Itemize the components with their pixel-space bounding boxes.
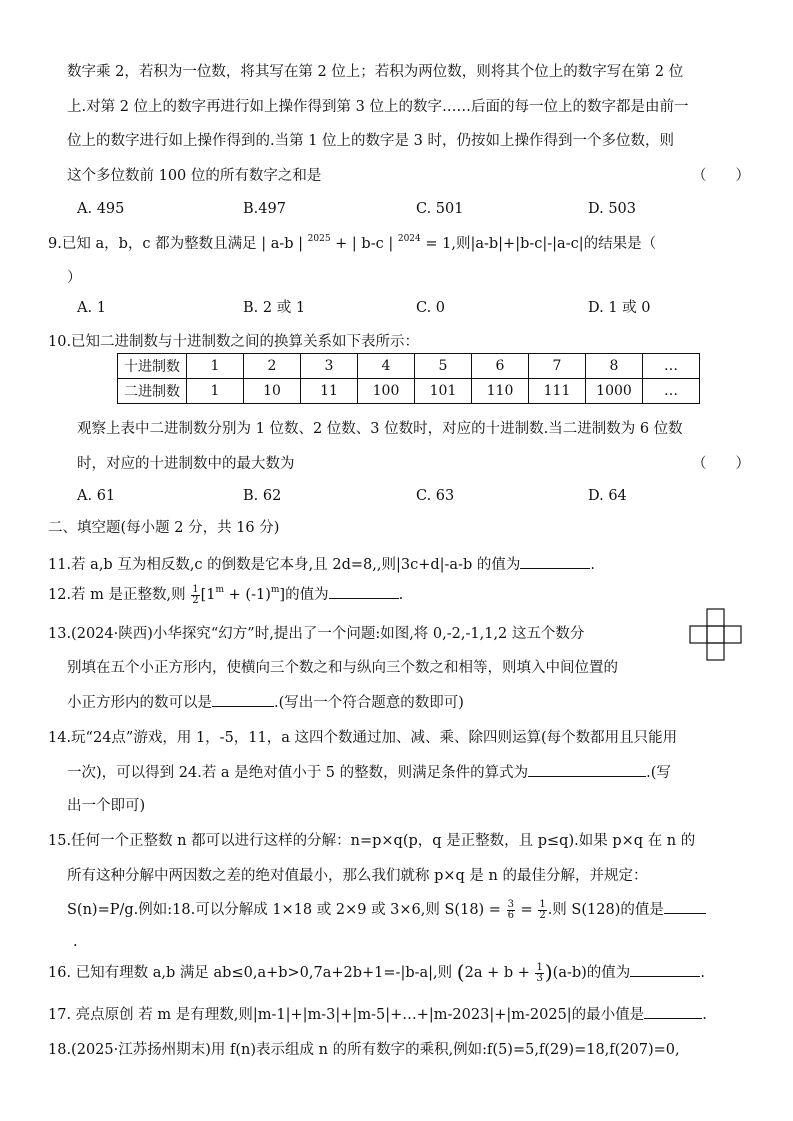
q16 xyxy=(48,962,705,984)
grid-square-top xyxy=(707,609,724,626)
grid-square-left xyxy=(690,626,707,643)
q15-answer-blank[interactable] xyxy=(664,899,706,914)
q15-line-1: 15.任何一个正整数 n 都可以进行这样的分解：n=p×q(p，q 是正整数，且 p≤q).如果 p×q 在 n 的 xyxy=(48,833,696,849)
q15-fraction-2-numerator: 1 xyxy=(539,898,546,910)
table-cell: 7 xyxy=(529,354,586,379)
table-cell: 10 xyxy=(244,379,301,404)
table-cell: 3 xyxy=(301,354,358,379)
table-cell: 1 xyxy=(187,354,244,379)
q17-end: . xyxy=(702,1007,707,1023)
q18-line-1: 18.(2025·江苏扬州期末)用 f(n)表示组成 n 的所有数字的乘积,例如:f(5)=5,f(29)=18,f(207)=0, xyxy=(48,1042,680,1058)
section-heading-fill-in: 二、填空题(每小题 2 分，共 16 分) xyxy=(48,520,280,536)
q11-answer-blank[interactable] xyxy=(520,554,590,569)
q12-exp-m-1: m xyxy=(215,585,225,595)
q11 xyxy=(48,554,595,575)
q14-line-3: 出一个即可) xyxy=(67,798,146,814)
table-cell: 5 xyxy=(415,354,472,379)
q12-answer-blank[interactable] xyxy=(329,584,399,599)
q13-line-1: 13.(2024·陕西)小华探究“幻方”时,提出了一个问题:如图,将 0,-2,-1,1,2 这五个数分 xyxy=(48,626,585,642)
q12-fraction xyxy=(191,585,199,606)
table-cell: 111 xyxy=(529,379,586,404)
q9-choice-d: D. 1 或 0 xyxy=(588,300,651,316)
q15-fraction-2-denominator: 2 xyxy=(539,909,546,921)
table-cell: 110 xyxy=(472,379,529,404)
grid-square-right xyxy=(724,626,741,643)
table-cell: 二进制数 xyxy=(118,379,187,404)
q17 xyxy=(48,1004,707,1025)
q15-line-3-b: .则 S(128)的值是 xyxy=(547,902,664,918)
table-cell: 100 xyxy=(358,379,415,404)
q15-fraction-2 xyxy=(538,900,546,921)
table-cell: … xyxy=(643,379,700,404)
q16-fraction-denominator: 3 xyxy=(536,972,543,984)
q9-choice-b: B. 2 或 1 xyxy=(243,300,306,316)
q12-end: . xyxy=(398,587,404,603)
conversion-table xyxy=(117,353,700,404)
q8-line-4: 这个多位数前 100 位的所有数字之和是 xyxy=(67,168,322,184)
q10-answer-paren: （ ） xyxy=(692,456,750,472)
table-cell: 2 xyxy=(244,354,301,379)
q14-line-2-a: 一次)，可以得到 24.若 a 是绝对值小于 5 的整数，则满足条件的算式为 xyxy=(67,765,529,781)
q9-prefix: 9.已知 a，b，c 都为整数且满足 xyxy=(48,236,262,252)
q8-choice-c: C. 501 xyxy=(416,201,464,217)
q15-fraction-1-numerator: 3 xyxy=(507,898,514,910)
q10-choice-a: A. 61 xyxy=(77,488,116,504)
q8-line-2: 上.对第 2 位上的数字再进行如上操作得到第 3 位上的数字……后面的每一位上的数字都是由前一 xyxy=(67,99,689,115)
q12-expr-a: [1 xyxy=(200,587,216,603)
table-cell: … xyxy=(643,354,700,379)
q9-exp2: 2024 xyxy=(397,234,421,244)
q9-term1: | a-b | xyxy=(261,236,308,252)
q8-choice-b: B.497 xyxy=(243,201,286,217)
q15-line-2: 所有这种分解中两因数之差的绝对值最小，那么我们就称 p×q 是 n 的最佳分解，并规定： xyxy=(67,868,648,884)
table-row-binary xyxy=(118,379,700,404)
table-cell: 101 xyxy=(415,379,472,404)
q11-text: 11.若 a,b 互为相反数,c 的倒数是它本身,且 2d=8,,则|3c+d|-a-b 的值为 xyxy=(48,557,521,573)
q15-line-4: . xyxy=(73,934,78,950)
q10-choice-c: C. 63 xyxy=(416,488,455,504)
q13-line-2: 别填在五个小正方形内，使横向三个数之和与纵向三个数之和相等，则填入中间位置的 xyxy=(67,660,618,676)
q15-line-3 xyxy=(67,899,706,921)
table-row-decimal xyxy=(118,354,700,379)
grid-square-bottom xyxy=(707,643,724,660)
q13-line-3 xyxy=(67,692,464,713)
q13-answer-blank[interactable] xyxy=(212,692,274,707)
q10-choice-d: D. 64 xyxy=(588,488,627,504)
q9-choice-c: C. 0 xyxy=(416,300,446,316)
q12-fraction-denominator: 2 xyxy=(192,594,199,606)
q8-choice-d: D. 503 xyxy=(588,201,637,217)
cross-grid-figure xyxy=(688,608,744,662)
q8-line-3: 位上的数字进行如上操作得到的.当第 1 位上的数字是 3 时，仍按如上操作得到一个多位数，则 xyxy=(67,133,674,149)
q17-text: 17. 亮点原创 若 m 是有理数,则|m-1|+|m-3|+|m-5|+…+|m-2023|+|m-2025|的最小值是 xyxy=(48,1007,645,1023)
grid-square-center xyxy=(707,626,724,643)
q16-inner: 2a + b + xyxy=(464,965,535,981)
q9-stem-line-2: ） xyxy=(67,270,82,286)
q16-close-paren: ) xyxy=(544,960,553,984)
table-cell: 11 xyxy=(301,379,358,404)
q10-line-2: 时，对应的十进制数中的最大数为 xyxy=(77,456,295,472)
q15-fraction-1-denominator: 6 xyxy=(507,909,514,921)
q14-line-1: 14.玩“24点”游戏，用 1，-5，11，a 这四个数通过加、减、乘、除四则运算(每个数都用且只能用 xyxy=(48,730,678,746)
table-cell: 1000 xyxy=(586,379,643,404)
table-cell: 1 xyxy=(187,379,244,404)
q10-stem: 10.已知二进制数与十进制数之间的换算关系如下表所示： xyxy=(48,334,420,350)
q16-suffix: (a-b)的值为 xyxy=(552,965,631,981)
q14-line-2 xyxy=(67,762,671,783)
q10-choice-b: B. 62 xyxy=(243,488,282,504)
q11-end: . xyxy=(590,557,595,573)
table-cell: 8 xyxy=(586,354,643,379)
q8-choice-a: A. 495 xyxy=(77,201,125,217)
q15-equals: = xyxy=(515,902,538,918)
q16-fraction-numerator: 1 xyxy=(536,961,543,973)
q13-line-3-a: 小正方形内的数可以是 xyxy=(67,695,212,711)
q14-answer-blank[interactable] xyxy=(528,762,646,777)
q13-line-3-b: .(写出一个符合题意的数即可) xyxy=(274,695,464,711)
q16-fraction xyxy=(535,963,543,984)
q12-prefix: 12.若 m 是正整数,则 xyxy=(48,587,191,603)
q17-answer-blank[interactable] xyxy=(644,1004,702,1019)
q16-open-paren: ( xyxy=(456,960,465,984)
table-cell: 4 xyxy=(358,354,415,379)
q9-stem xyxy=(48,234,656,254)
q10-line-1: 观察上表中二进制数分别为 1 位数、2 位数、3 位数时，对应的十进制数.当二进制数为 6 位数 xyxy=(77,421,683,437)
q12-fraction-numerator: 1 xyxy=(192,583,199,595)
q16-end: . xyxy=(700,965,705,981)
q8-answer-paren: （ ） xyxy=(692,168,750,184)
q9-choice-a: A. 1 xyxy=(77,300,106,316)
q9-suffix: = 1,则|a-b|+|b-c|-|a-c|的结果是（ xyxy=(420,236,657,252)
q14-line-2-b: .(写 xyxy=(646,765,671,781)
q12-expr-c: ]的值为 xyxy=(279,587,329,603)
q9-mid: + | b-c | xyxy=(330,236,398,252)
q15-line-3-a: S(n)=P/g.例如:18.可以分解成 1×18 或 2×9 或 3×6,则 S(18) = xyxy=(67,902,506,918)
q12 xyxy=(48,584,403,606)
q16-prefix: 16. 已知有理数 a,b 满足 ab≤0,a+b>0,7a+2b+1=-|b-a|,则 xyxy=(48,965,457,981)
q8-line-1: 数字乘 2，若积为一位数，将其写在第 2 位上；若积为两位数，则将其个位上的数字写在第 2 位 xyxy=(67,64,684,80)
q15-fraction-1 xyxy=(507,900,515,921)
table-cell: 6 xyxy=(472,354,529,379)
q9-exp1: 2025 xyxy=(307,234,331,244)
table-cell: 十进制数 xyxy=(118,354,187,379)
q12-exp-m-2: m xyxy=(270,585,280,595)
q16-answer-blank[interactable] xyxy=(630,962,700,977)
q12-expr-b: + (-1) xyxy=(224,587,271,603)
